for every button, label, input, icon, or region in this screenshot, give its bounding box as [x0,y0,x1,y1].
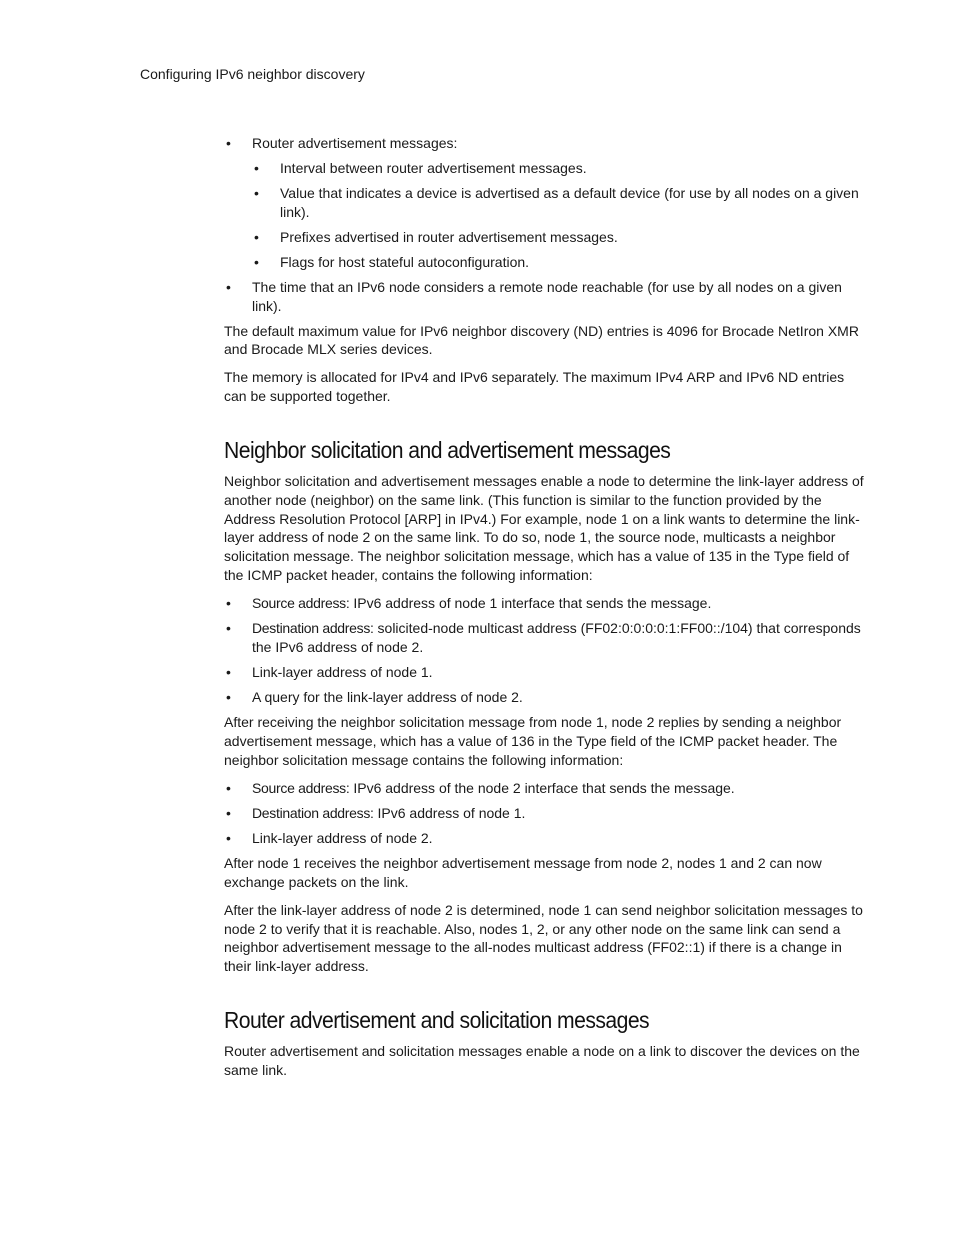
sub-list-item-text: Value that indicates a device is advertised as a default device (for use by all nodes on a given link). [280,184,859,220]
term-label: Source address: [252,595,350,612]
term-text: IPv6 address of the node 2 interface that sends the message. [349,779,735,796]
term-text: solicited-node multicast address (FF02:0:0:0:0:1:FF00::/104) that corresponds the IPv6 address of node 2. [252,620,861,656]
sub-list-item-text: Prefixes advertised in router advertisement messages. [280,228,618,245]
paragraph: After the link-layer address of node 2 is determined, node 1 can send neighbor solicitation messages to node 2 to verify that it is reachable. Also, nodes 1, 2, or any other node on the same link can send a neighbor advertisement message to the all-nodes multicast address (FF02::1) if there is a change in their link-layer address. [224,901,863,975]
bullet-icon: • [226,620,231,637]
term-text: Link-layer address of node 2. [252,829,433,846]
term-label: Destination address: [252,620,374,637]
solicitation-info-list [224,594,869,707]
list-item-text: The time that an IPv6 node considers a remote node reachable (for use by all nodes on a given link). [252,278,842,314]
bullet-icon: • [254,253,259,270]
intro-list [224,134,869,315]
list-item-text: Router advertisement messages: [252,135,458,151]
list-item [224,134,869,272]
page-content [224,134,869,1089]
list-item [224,688,869,707]
bullet-icon: • [226,278,231,295]
list-item [224,619,869,657]
paragraph-memory: The memory is allocated for IPv4 and IPv6 separately. The maximum IPv4 ARP and IPv6 ND entries can be supported together. [224,369,845,405]
bullet-icon: • [254,159,259,176]
bullet-icon: • [226,689,231,705]
sub-list-item [252,184,869,222]
list-item [224,829,869,848]
paragraph: Neighbor solicitation and advertisement messages enable a node to determine the link-layer address of another node (neighbor) on the same link. (This function is similar to the function provided by the Address Resolution Protocol [ARP] in IPv4.) For example, node 1 on a link wants to determine the link-layer address of node 2 on the same link. To do so, node 1, the source node, multicasts a neighbor solicitation message. The neighbor solicitation message, which has a value of 135 in the Type field of the ICMP packet header, contains the following information: [224,473,864,584]
bullet-icon: • [226,664,231,681]
paragraph: After receiving the neighbor solicitation message from node 1, node 2 replies by sending a neighbor advertisement message, which has a value of 136 in the Type field of the ICMP packet header. The neighbor solicitation message contains the following information: [224,713,842,768]
section-heading: Neighbor solicitation and advertisement messages [224,437,671,464]
bullet-icon: • [226,135,231,151]
list-item [224,594,869,613]
bullet-icon: • [254,228,259,245]
bullet-icon: • [226,829,231,846]
running-header: Configuring IPv6 neighbor discovery [140,66,365,82]
term-text: IPv6 address of node 1 interface that sends the message. [349,595,712,612]
list-item [224,804,869,823]
sub-list-item [252,159,869,178]
term-text: Link-layer address of node 1. [252,664,433,681]
term-label: Destination address: [252,804,374,821]
bullet-icon: • [226,779,231,796]
advertisement-info-list [224,779,869,848]
sub-list [252,159,869,272]
sub-list-item-text: Flags for host stateful autoconfiguration. [280,253,530,270]
term-label: Source address: [252,779,350,796]
sub-list-item [252,253,869,272]
section-neighbor [224,436,869,976]
section-router [224,1006,869,1080]
bullet-icon: • [226,804,231,821]
term-text: IPv6 address of node 1. [373,804,526,821]
paragraph: After node 1 receives the neighbor advertisement message from node 2, nodes 1 and 2 can now exchange packets on the link. [224,854,822,890]
paragraph-nd-entries: The default maximum value for IPv6 neighbor discovery (ND) entries is 4096 for Brocade NetIron XMR and Brocade MLX series devices. [224,322,859,358]
bullet-icon: • [254,184,259,201]
section-heading: Router advertisement and solicitation messages [224,1006,650,1033]
sub-list-item-text: Interval between router advertisement messages. [280,159,587,176]
bullet-icon: • [226,595,231,612]
list-item [224,779,869,798]
sub-list-item [252,228,869,247]
list-item [224,278,869,316]
list-item [224,663,869,682]
paragraph: Router advertisement and solicitation messages enable a node on a link to discover the devices on the same link. [224,1042,860,1078]
term-text: A query for the link-layer address of node 2. [252,689,523,705]
